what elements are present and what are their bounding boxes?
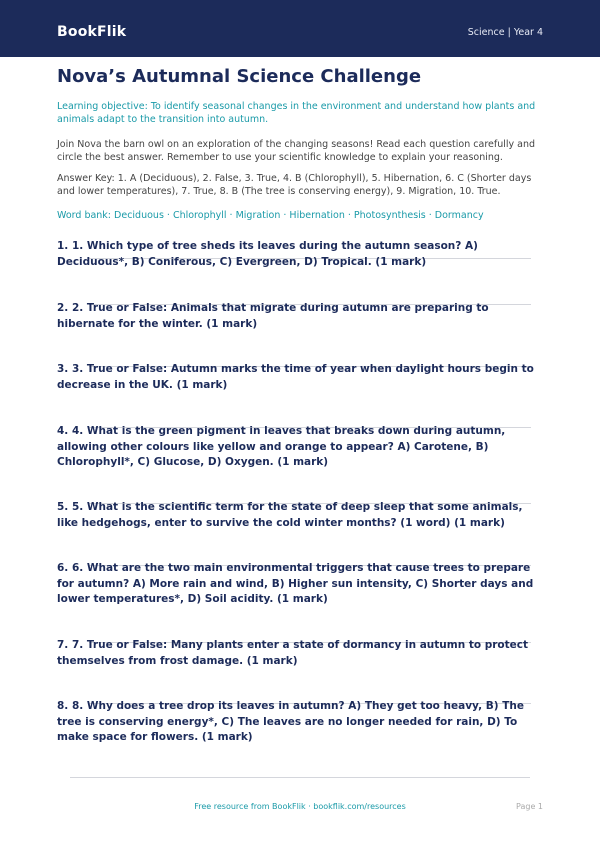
answer-key: Answer Key: 1. A (Deciduous), 2. False, 3. True, 4. B (Chlorophyll), 5. Hibernation, 6. C (Shorter days and lower temperatures), 7. True, 8. B (The tree is conserving energy), 9. Migration, 10. True. [57, 173, 532, 197]
page-title: Nova’s Autumnal Science Challenge [57, 66, 422, 87]
question-3: 3. 3. True or False: Autumn marks the time of year when daylight hours begin to decrease in the UK. (1 mark) [57, 363, 534, 391]
learning-objective: Learning objective: To identify seasonal changes in the environment and understand how plants and animals adapt to the transition into autumn. [57, 101, 536, 125]
brand-logo-text: BookFlik [57, 24, 127, 40]
question-6: 6. 6. What are the two main environmental triggers that cause trees to prepare for autumn? A) More rain and wind, B) Higher sun intensity, C) Shorter days and lower temperatures*, D) Soil acidity. (1 mark) [57, 562, 534, 605]
subject-year-label: Science | Year 4 [467, 27, 543, 38]
question-4: 4. 4. What is the green pigment in leaves that breaks down during autumn, allowing other colours like yellow and orange to appear? A) Carotene, B) Chlorophyll*, C) Glucose, D) Oxygen. (1 mark) [57, 425, 506, 468]
word-bank: Word bank: Deciduous · Chlorophyll · Migration · Hibernation · Photosynthesis · Dormancy [57, 210, 484, 221]
page-number: Page 1 [516, 802, 543, 811]
question-7: 7. 7. True or False: Many plants enter a state of dormancy in autumn to protect themselves from frost damage. (1 mark) [57, 639, 529, 667]
footer-divider [70, 777, 530, 778]
question-8: 8. 8. Why does a tree drop its leaves in autumn? A) They get too heavy, B) The tree is conserving energy*, C) The leaves are no longer needed for rain, D) To make space for flowers. (1 mark) [57, 700, 524, 743]
intro-text: Join Nova the barn owl on an exploration of the changing seasons! Read each question carefully and circle the best answer. Remember to use your scientific knowledge to explain your reasoning. [57, 139, 536, 163]
footer-text: Free resource from BookFlik · bookflik.com/resources [194, 802, 406, 811]
question-1: 1. 1. Which type of tree sheds its leaves during the autumn season? A) Deciduous*, B) Coniferous, C) Evergreen, D) Tropical. (1 mark) [57, 240, 478, 268]
header-bar [0, 0, 600, 57]
question-5: 5. 5. What is the scientific term for the state of deep sleep that some animals, like hedgehogs, enter to survive the cold winter months? (1 word) (1 mark) [57, 501, 523, 529]
question-2: 2. 2. True or False: Animals that migrate during autumn are preparing to hibernate for the winter. (1 mark) [57, 302, 489, 330]
